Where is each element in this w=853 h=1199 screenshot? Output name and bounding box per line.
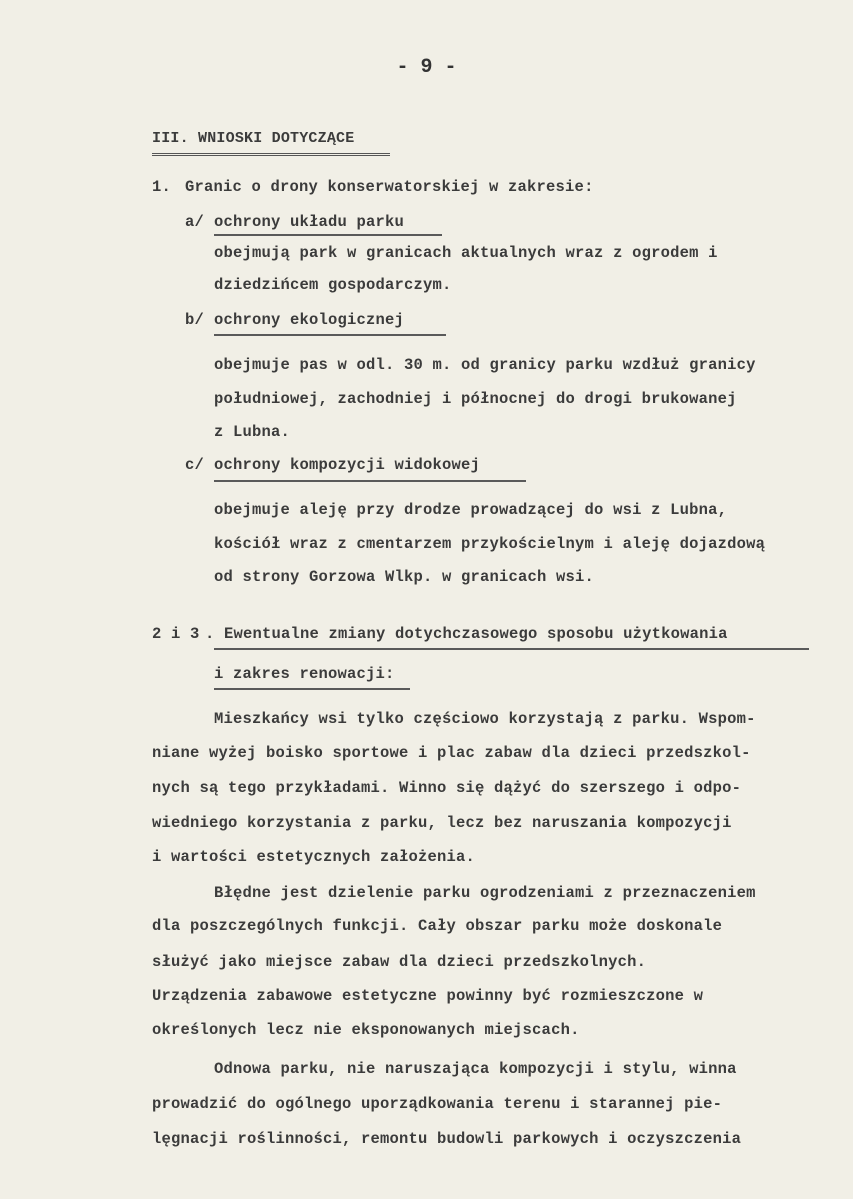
paragraph-line: Mieszkańcy wsi tylko częściowo korzystają z parku. Wspom- [214,710,756,728]
item1b-title-underline [214,334,446,336]
paragraph-line: Odnowa parku, nie naruszająca kompozycji i stylu, winna [214,1060,737,1078]
item1b-line: obejmuje pas w odl. 30 m. od granicy parku wzdłuż granicy [214,356,756,374]
item1a-title: ochrony układu parku [214,213,405,231]
paragraph-line: wiedniego korzystania z parku, lecz bez naruszania kompozycji [152,814,732,832]
item1b-title: ochrony ekologicznej [214,311,405,329]
paragraph-line: Urządzenia zabawowe estetyczne powinny być rozmieszczone w [152,987,704,1005]
item1-text: Granic o drony konserwatorskiej w zakresie: [185,178,594,196]
section-heading-underline [152,153,390,158]
paragraph-line: Błędne jest dzielenie parku ogrodzeniami z przeznaczeniem [214,884,756,902]
item1a-line: obejmują park w granicach aktualnych wraz z ogrodem i [214,244,718,262]
item1c-line: od strony Gorzowa Wlkp. w granicach wsi. [214,568,595,586]
item1c-line: kościół wraz z cmentarzem przykościelnym i aleję dojazdową [214,535,766,553]
item1c-line: obejmuje aleję przy drodze prowadzącej do wsi z Lubna, [214,501,728,519]
item23-label: 2 i 3 [152,625,200,643]
item23-title-underline [214,688,410,690]
section-heading: III. WNIOSKI DOTYCZĄCE [152,130,355,147]
item23-title-line: i zakres renowacji: [214,665,395,683]
paragraph-line: określonych lecz nie eksponowanych miejscach. [152,1021,580,1039]
item1a-line: dziedzińcem gospodarczym. [214,276,452,294]
paragraph-line: nych są tego przykładami. Winno się dążyć do szerszego i odpo- [152,779,742,797]
item1b-line: z Lubna. [214,423,291,441]
item1c-title-underline [214,480,526,482]
item1a-title-underline [214,234,442,236]
paragraph-line: służyć jako miejsce zabaw dla dzieci przedszkolnych. [152,953,647,971]
paragraph-line: i wartości estetycznych założenia. [152,848,476,866]
paragraph-line: niane wyżej boisko sportowe i plac zabaw dla dzieci przedszkol- [152,744,751,762]
paragraph-line: dla poszczególnych funkcji. Cały obszar parku może doskonale [152,917,723,935]
item1-label: 1. [152,178,172,196]
item1b-line: południowej, zachodniej i północnej do drogi brukowanej [214,390,737,408]
item1c-title: ochrony kompozycji widokowej [214,456,481,474]
item23-title-line: . Ewentualne zmiany dotychczasowego sposobu użytkowania [205,625,728,643]
item1a-label: a/ [185,213,205,231]
paragraph-line: prowadzić do ogólnego uporządkowania terenu i starannej pie- [152,1095,723,1113]
item1c-label: c/ [185,456,205,474]
item1b-label: b/ [185,311,205,329]
page-number: - 9 - [396,56,457,79]
item23-title-underline [214,648,809,650]
paragraph-line: lęgnacji roślinności, remontu budowli parkowych i oczyszczenia [152,1130,742,1148]
